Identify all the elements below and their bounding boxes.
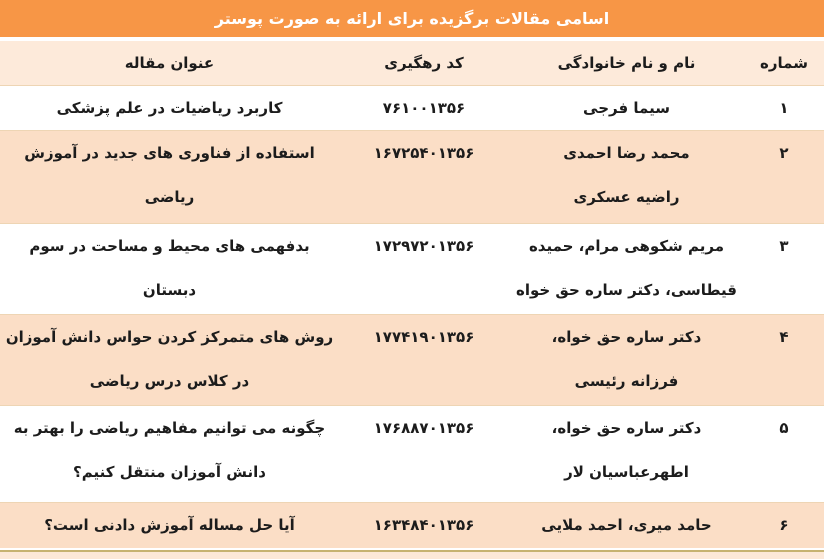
- table-row: [0, 223, 824, 314]
- cell-title: روش های متمرکز کردن حواس دانش آموزان در کلاس درس ریاضی: [5, 328, 334, 390]
- cell-number: ۴: [779, 328, 789, 346]
- cell-title: استفاده از فناوری های جدید در آموزش ریاضی: [24, 144, 315, 206]
- cell-code: ۱۷۲۹۷۲۰۱۳۵۶: [373, 237, 475, 255]
- cell-code: ۱۶۷۲۵۴۰۱۳۵۶: [373, 144, 475, 162]
- cell-name: محمد رضا احمدی راضیه عسکری: [563, 144, 690, 206]
- column-header-name: نام و نام خانوادگی: [557, 54, 696, 72]
- cell-name: دکتر ساره حق خواه، اطهرعباسیان لار: [551, 419, 702, 481]
- table-row: [0, 85, 824, 130]
- cell-number: ۳: [779, 237, 789, 255]
- column-header-number: شماره: [760, 54, 808, 72]
- page-title: اسامی مقالات برگزیده برای ارائه به صورت پوستر: [214, 9, 610, 28]
- cell-code: ۱۶۳۴۸۴۰۱۳۵۶: [373, 516, 475, 534]
- cell-name: مریم شکوهی مرام، حمیده قیطاسی، دکتر ساره حق خواه: [516, 237, 737, 299]
- cell-number: ۲: [779, 144, 789, 162]
- table-title-bar: [0, 0, 824, 37]
- cell-name: حامد میری، احمد ملایی: [541, 516, 712, 534]
- table-row: [0, 405, 824, 502]
- cell-code: ۱۷۷۴۱۹۰۱۳۵۶: [373, 328, 475, 346]
- table-row: [0, 502, 824, 548]
- cell-code: ۱۷۶۸۸۷۰۱۳۵۶: [373, 419, 475, 437]
- column-header-code: کد رهگیری: [384, 54, 464, 72]
- cell-title: بدفهمی های محیط و مساحت در سوم دبستان: [29, 237, 310, 299]
- cell-title: چگونه می توانیم مفاهیم ریاضی را بهتر به دانش آموزان منتقل کنیم؟: [13, 419, 326, 481]
- cell-number: ۵: [779, 419, 789, 437]
- cell-code: ۷۶۱۰۰۱۳۵۶: [382, 99, 466, 117]
- cell-title: آیا حل مساله آموزش دادنی است؟: [44, 516, 295, 534]
- cell-title: کاربرد ریاضیات در علم پزشکی: [56, 99, 283, 117]
- table-row: [0, 314, 824, 405]
- cell-number: ۶: [779, 516, 789, 534]
- cell-number: ۱: [779, 99, 789, 117]
- cell-name: سیما فرجی: [583, 99, 670, 117]
- table-header-row: [0, 41, 824, 85]
- cell-name: دکتر ساره حق خواه، فرزانه رئیسی: [551, 328, 702, 390]
- table-row: [0, 130, 824, 223]
- column-header-title: عنوان مقاله: [124, 54, 215, 72]
